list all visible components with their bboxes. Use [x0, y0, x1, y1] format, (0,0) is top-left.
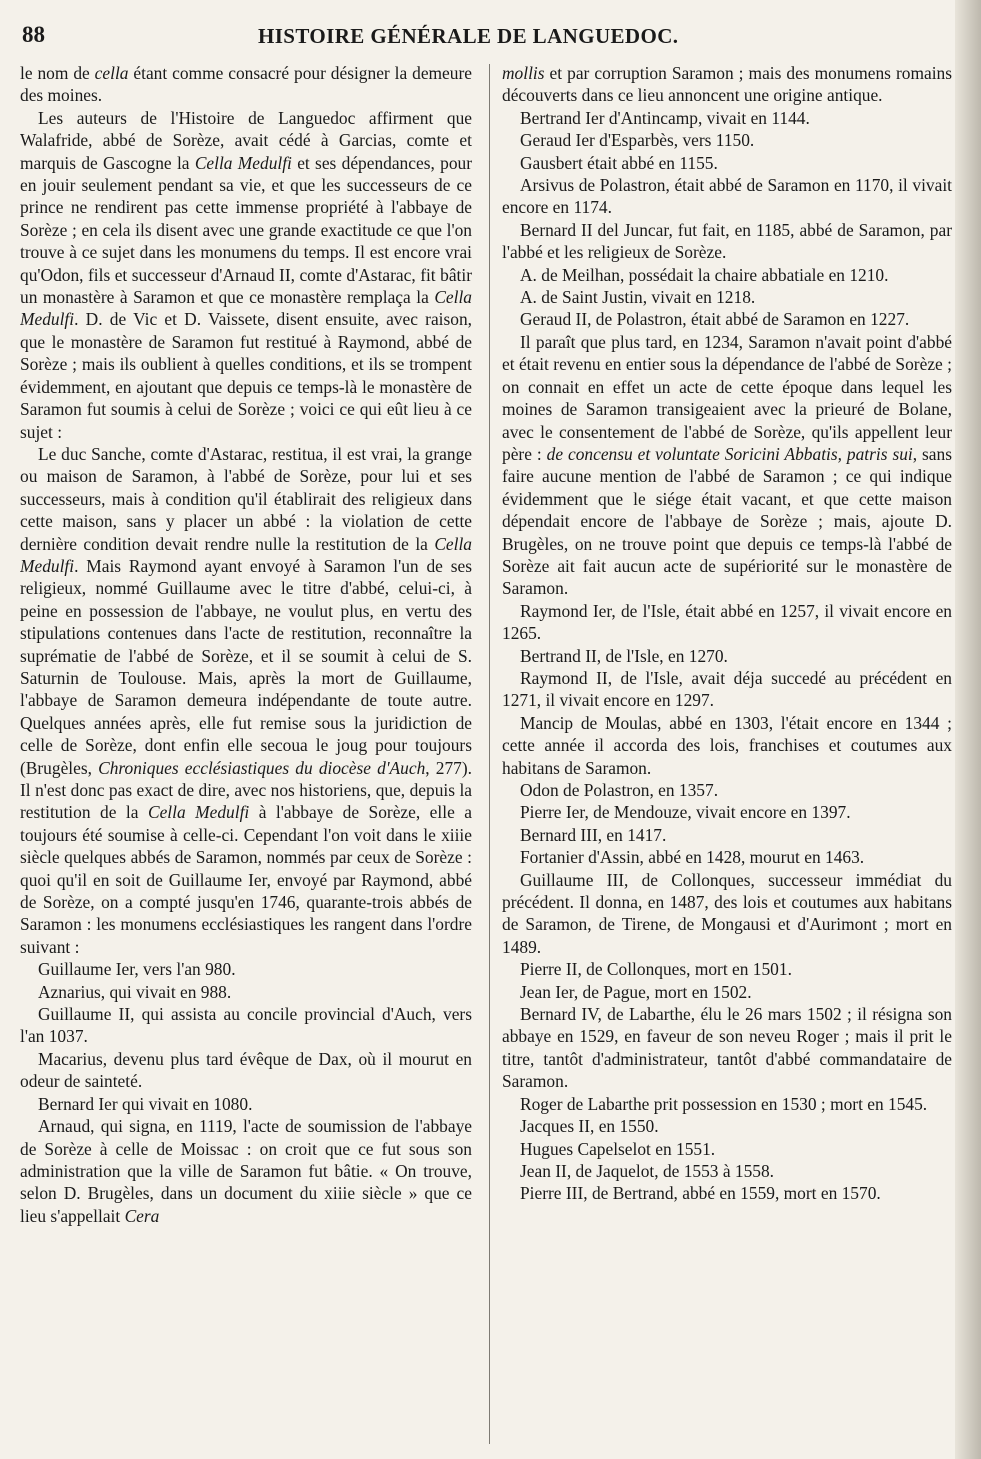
text-run: Raymond Ier, de l'Isle, était abbé en 1257, il vivait encore en 1265. [502, 600, 952, 644]
text-run: Macarius, devenu plus tard évêque de Dax, où il mourut en odeur de sainteté. [20, 1048, 472, 1092]
text-run: Geraud II, de Polastron, était abbé de Saramon en 1227. [520, 309, 910, 330]
paragraph [502, 1160, 952, 1182]
paragraph [502, 308, 952, 330]
text-run: Roger de Labarthe prit possession en 1530 ; mort en 1545. [520, 1093, 928, 1114]
italic-text: Cella Medulfi [194, 152, 292, 173]
paragraph [20, 1048, 472, 1093]
paragraph [502, 219, 952, 264]
left-text-column [20, 62, 472, 1452]
paragraph [502, 1182, 952, 1204]
paragraph [20, 1115, 472, 1227]
paragraph [20, 107, 472, 443]
paragraph [20, 62, 472, 107]
paragraph [502, 129, 952, 151]
paragraph [502, 1115, 952, 1137]
paragraph [502, 981, 952, 1003]
text-run: Bernard Ier qui vivait en 1080. [38, 1093, 253, 1114]
text-run: Le duc Sanche, comte d'Astarac, restitua, il est vrai, la grange ou maison de Saramon, à l'abbé de Sorèze, pour lui et ses successeurs, mais à condition qu'il établirait des religieux dans cette maison, sans y placer un abbé : la violation de cette dernière condition devait rendre nulle la restitution de la [20, 443, 472, 554]
paragraph [20, 1003, 472, 1048]
text-run: A. de Meilhan, possédait la chaire abbatiale en 1210. [520, 264, 889, 285]
italic-text: de concensu et voluntate Soricini Abbatis, patris sui [546, 443, 913, 464]
paragraph [502, 174, 952, 219]
text-run: étant comme consacré pour désigner la demeure des moines. [20, 63, 472, 106]
italic-text: Cella Medulfi [147, 802, 250, 823]
text-run: à l'abbaye de Sorèze, elle a toujours été soumise à celle-ci. Cependant l'on voit dans le xiiie siècle quelques abbés de Saramon, nommés par ceux de Sorèze : quoi qu'il en soit de Guillaume Ier, envoyé par Raymond, abbé de Sorèze, on a compté jusqu'en 1746, quarante-trois abbés de Saramon : les monumens ecclésiastiques les rangent dans l'ordre suivant : [20, 802, 472, 957]
italic-text: Cella Medulfi [20, 533, 472, 576]
column-divider [489, 64, 490, 1444]
paragraph [502, 264, 952, 286]
text-run: Fortanier d'Assin, abbé en 1428, mourut en 1463. [520, 847, 865, 868]
paragraph [502, 958, 952, 980]
paragraph [20, 958, 472, 980]
text-run: Bernard III, en 1417. [520, 824, 667, 845]
text-run: Les auteurs de l'Histoire de Languedoc affirment que Walafride, abbé de Sorèze, avait cédé à Garcias, comte et marquis de Gascogne la [20, 107, 472, 173]
text-run: Pierre Ier, de Mendouze, vivait encore en 1397. [520, 802, 851, 823]
paragraph [502, 600, 952, 645]
paragraph [502, 869, 952, 959]
italic-text: Cella Medulfi [20, 287, 472, 330]
paragraph [502, 1003, 952, 1093]
text-run: Arsivus de Polastron, était abbé de Saramon en 1170, il vivait encore en 1174. [502, 175, 952, 218]
paragraph [20, 981, 472, 1003]
paragraph [502, 152, 952, 174]
text-run: Pierre III, de Bertrand, abbé en 1559, mort en 1570. [520, 1183, 881, 1204]
paragraph [502, 846, 952, 868]
text-run: Bernard II del Juncar, fut fait, en 1185, abbé de Saramon, par l'abbé et les religieux de Sorèze. [502, 219, 952, 263]
page-number: 88 [22, 22, 45, 47]
text-run: , sans faire aucune mention de l'abbé de Saramon ; ce qui indique évidemment que le siége était vacant, et que cette maison dépendait encore de l'abbaye de Sorèze ; mais, ajoute D. Brugèles, on ne trouve point que depuis ce temps-là l'abbé de Sorèze ait fait aucun acte de supériorité sur le monastère de Saramon. [502, 443, 952, 599]
text-run: A. de Saint Justin, vivait en 1218. [520, 287, 756, 308]
page-header [0, 22, 981, 58]
right-text-column [502, 62, 952, 1452]
paragraph [502, 62, 952, 107]
paragraph [502, 1138, 952, 1160]
italic-text: cella [94, 63, 129, 83]
text-run: Guillaume II, qui assista au concile provincial d'Auch, vers l'an 1037. [20, 1004, 472, 1047]
text-run: Il paraît que plus tard, en 1234, Saramon n'avait point d'abbé et était revenu en entier sous la dépendance de l'abbé de Sorèze ; on connait en effet un acte de cette époque dans lequel les moines de Saramon transigeaient avec la prieuré de Bolane, avec le consentement de l'abbé de Sorèze, qu'ils appellent leur père : [502, 331, 952, 464]
text-run: Bertrand Ier d'Antincamp, vivait en 1144. [520, 107, 810, 128]
text-run: Hugues Capelselot en 1551. [520, 1138, 716, 1159]
paragraph [502, 712, 952, 779]
text-run: Guillaume Ier, vers l'an 980. [38, 959, 236, 980]
text-run: Jacques II, en 1550. [520, 1116, 659, 1137]
text-run: Gausbert était abbé en 1155. [520, 152, 718, 173]
paragraph [502, 107, 952, 129]
text-run: Bernard IV, de Labarthe, élu le 26 mars 1502 ; il résigna son abbaye en 1529, en faveur de son neveu Roger ; mais il prit le titre, tantôt d'administrateur, tantôt d'abbé commandataire de Saramon. [502, 1004, 952, 1092]
text-run: Pierre II, de Collonques, mort en 1501. [520, 959, 792, 980]
text-run: Arnaud, qui signa, en 1119, l'acte de soumission de l'abbaye de Sorèze à celle de Moissac : on croit que ce fut sous son administration que la ville de Saramon fut bâtie. « On trouve, selon D. Brugèles, dans un document du xiiie siècle » que ce lieu s'appellait [20, 1116, 472, 1226]
text-run: Geraud Ier d'Esparbès, vers 1150. [520, 130, 755, 151]
paragraph [502, 824, 952, 846]
text-run: Odon de Polastron, en 1357. [520, 780, 719, 800]
text-run: Jean II, de Jaquelot, de 1553 à 1558. [520, 1160, 775, 1181]
italic-text: Cera [124, 1205, 160, 1226]
paragraph [502, 779, 952, 801]
paragraph [502, 667, 952, 712]
italic-text: mollis [502, 63, 545, 83]
text-run: le nom de [20, 63, 95, 83]
paragraph [20, 1093, 472, 1115]
italic-text: Chroniques ecclésiastiques du diocèse d'Auch [98, 757, 426, 778]
text-run: et ses dépendances, pour en jouir seulement pendant sa vie, et que les successeurs de ce prince ne rendirent pas cette immense propriété à l'abbaye de Sorèze ; en cela ils disent avec une grande exactitude ce que l'on trouve à ce sujet dans les monumens du temps. Il est encore vrai qu'Odon, fils et successeur d'Arnaud II, comte d'Astarac, fit bâtir un monastère à Saramon et que ce monastère remplaça la [20, 152, 472, 308]
page-gutter-shadow [955, 0, 981, 1459]
text-run: Raymond II, de l'Isle, avait déja succedé au précédent en 1271, il vivait encore en 1297. [502, 667, 952, 711]
text-run: Bertrand II, de l'Isle, en 1270. [520, 645, 728, 666]
paragraph [502, 801, 952, 823]
text-run: et par corruption Saramon ; mais des monumens romains découverts dans ce lieu annoncent une origine antique. [502, 63, 952, 106]
text-run: . Mais Raymond ayant envoyé à Saramon l'un de ses religieux, nommé Guillaume avec le titre d'abbé, celui-ci, à peine en possession de l'abbaye, ne voulut plus, en vertu des stipulations contenues dans l'acte de restitution, reconnaître la suprématie de l'abbé de Sorèze, et il se soumit à celui de S. Saturnin de Toulouse. Mais, après la mort de Guillaume, l'abbaye de Saramon demeura indépendante de toute autre. Quelques années après, elle fut remise sous la juridiction de celle de Sorèze, dont enfin elle secoua le joug pour toujours (Brugèles, [20, 555, 472, 778]
text-run: . D. de Vic et D. Vaissete, disent ensuite, avec raison, que le monastère de Saramon fut restitué à Raymond, abbé de Sorèze ; mais ils oublient à quelles conditions, et ils se trompent évidemment, en ajoutant que depuis ce temps-là le monastère de Saramon fut soumis à celui de Sorèze ; voici ce qui eût lieu à ce sujet : [20, 309, 472, 442]
text-run: Aznarius, qui vivait en 988. [38, 981, 232, 1002]
running-title: HISTOIRE GÉNÉRALE DE LANGUEDOC. [258, 24, 679, 48]
paragraph [502, 286, 952, 308]
paragraph [502, 1093, 952, 1115]
text-run: , 277). Il n'est donc pas exact de dire, avec nos historiens, que, depuis la restitution de la [20, 757, 472, 823]
text-run: Jean Ier, de Pague, mort en 1502. [520, 981, 752, 1002]
paragraph [502, 645, 952, 667]
text-run: Guillaume III, de Collonques, successeur immédiat du précédent. Il donna, en 1487, des lois et coutumes aux habitans de Saramon, de Tirene, de Mongausi et d'Aurimont ; mort en 1489. [502, 869, 952, 957]
paragraph [20, 443, 472, 958]
paragraph [502, 331, 952, 600]
text-run: Mancip de Moulas, abbé en 1303, l'était encore en 1344 ; cette année il accorda des lois, franchises et coutumes aux habitans de Saramon. [502, 712, 952, 778]
